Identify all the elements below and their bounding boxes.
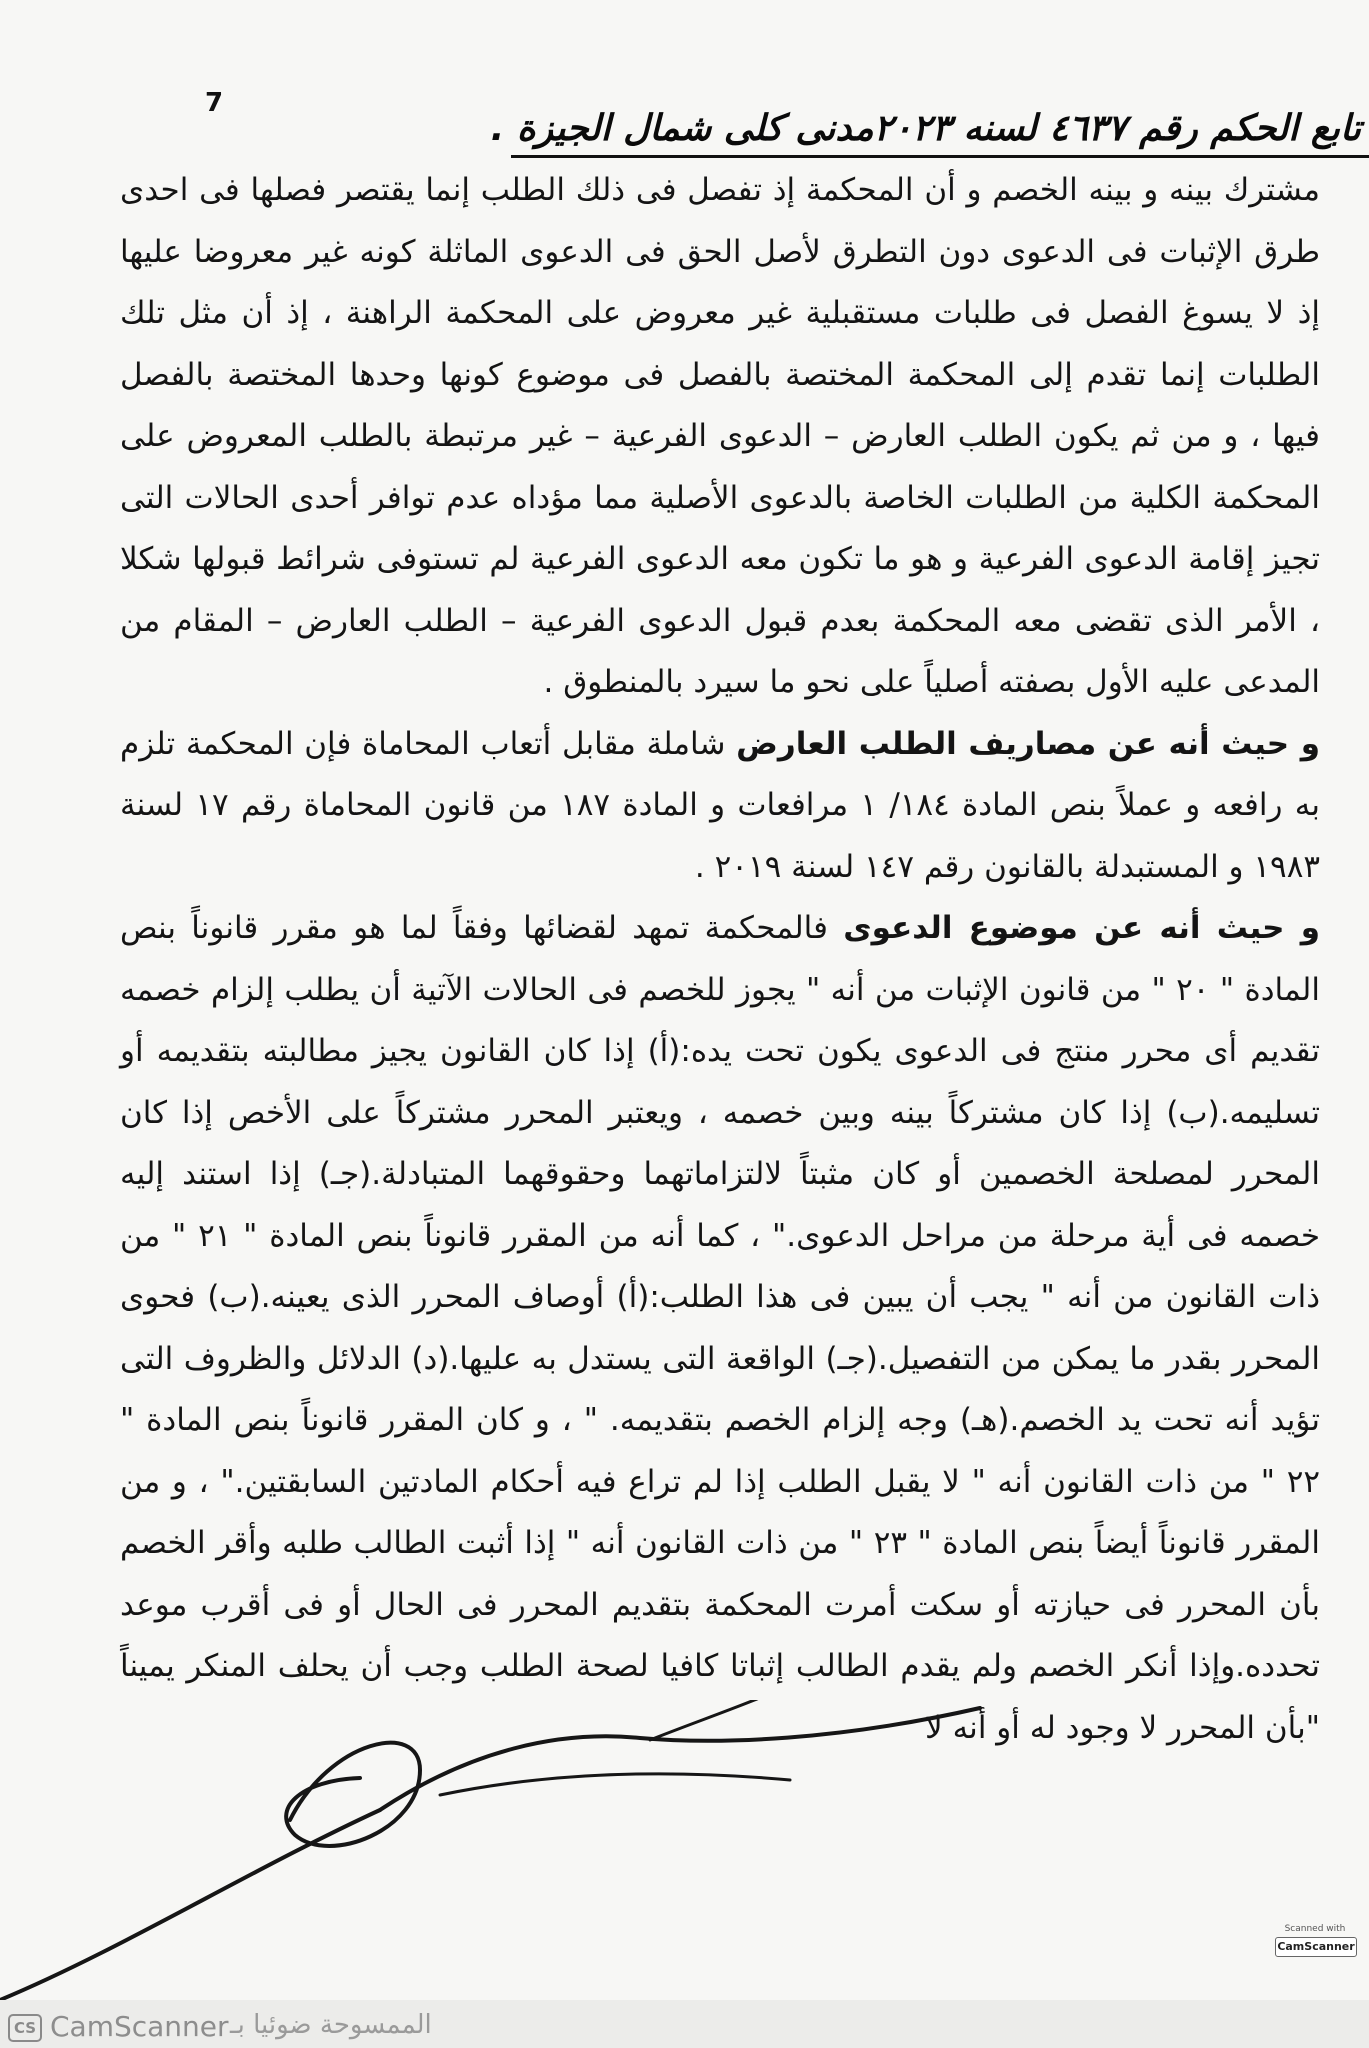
- camscanner-brand: CamScanner: [50, 2010, 229, 2043]
- judgment-body: [120, 160, 1320, 1759]
- paragraph-expenses: [120, 714, 1320, 899]
- paragraph-subject: [120, 898, 1320, 1759]
- expenses-text: شاملة مقابل أتعاب المحاماة فإن المحكمة تلزم به رافعه و عملاً بنص المادة ١٨٤/ ١ مرافعات و المادة ١٨٧ من قانون المحاماة رقم ١٧ لسنة ١٩٨٣ و المستبدلة بالقانون رقم ١٤٧ لسنة ٢٠١٩ .: [120, 725, 1320, 885]
- subject-heading: و حيث أنه عن موضوع الدعوى: [843, 910, 1321, 946]
- badge-top-text: Scanned with: [1284, 1924, 1346, 1934]
- subject-text: فالمحكمة تمهد لقضائها وفقاً لما هو مقرر قانوناً بنص المادة " ٢٠ " من قانون الإثبات من أنه " يجوز للخصم فى الحالات الآتية أن يطلب إلزام خصمه تقديم أى محرر منتج فى الدعوى يكون تحت يده:(أ) إذا كان القانون يجيز مطالبته بتقديمه أو تسليمه.(ب) إذا كان مشتركاً بينه وبين خصمه ، ويعتبر المحرر مشتركاً على الأخص إذا كان المحرر لمصلحة الخصمين أو كان مثبتاً لالتزاماتهما وحقوقهما المتبادلة.(جـ) إذا استند إليه خصمه فى أية مرحلة من مراحل الدعوى." ، كما أنه من المقرر قانوناً بنص المادة " ٢١ " من ذات القانون من أنه " يجب أن يبين فى هذا الطلب:(أ) أوصاف المحرر الذى يعينه.(ب) فحوى المحرر بقدر ما يمكن من التفصيل.(جـ) الواقعة التى يستدل به عليها.(د) الدلائل والظروف التى تؤيد أنه تحت يد الخصم.(هـ) وجه إلزام الخصم بتقديمه. " ، و كان المقرر قانوناً بنص المادة " ٢٢ " من ذات القانون أنه " لا يقبل الطلب إذا لم تراع فيه أحكام المادتين السابقتين." ، و من المقرر قانوناً أيضاً بنص المادة " ٢٣ " من ذات القانون أنه " إذا أثبت الطالب طلبه وأقر الخصم بأن المحرر فى حيازته أو سكت أمرت المحكمة بتقديم المحرر فى الحال أو فى أقرب موعد تحدده.وإذا أنكر الخصم ولم يقدم الطالب إثباتا كافيا لصحة الطلب وجب أن يحلف المنكر يميناً "بأن المحرر لا وجود له أو أنه لا: [120, 910, 1320, 1746]
- camscanner-logo-icon: CS: [8, 2014, 42, 2042]
- expenses-heading: و حيث أنه عن مصاريف الطلب العارض: [736, 725, 1320, 762]
- badge-bottom-text: CamScanner: [1275, 1937, 1357, 1957]
- camscanner-caption: الممسوحة ضوئيا بـ: [230, 2010, 432, 2040]
- page-number: 7: [205, 88, 224, 118]
- handwritten-signature: [0, 1700, 1369, 2020]
- paragraph-reasoning: مشترك بينه و بينه الخصم و أن المحكمة إذ تفصل فى ذلك الطلب إنما يقتصر فصلها فى احدى طرق الإثبات فى الدعوى دون التطرق لأصل الحق فى الدعوى الماثلة كونه غير معروضا عليها إذ لا يسوغ الفصل فى طلبات مستقبلية غير معروض على المحكمة الراهنة ، إذ أن مثل تلك الطلبات إنما تقدم إلى المحكمة المختصة بالفصل فى موضوع كونها وحدها المختصة بالفصل فيها ، و من ثم يكون الطلب العارض – الدعوى الفرعية – غير مرتبطة بالطلب المعروض على المحكمة الكلية من الطلبات الخاصة بالدعوى الأصلية مما مؤداه عدم توافر أحدى الحالات التى تجيز إقامة الدعوى الفرعية و هو ما تكون معه الدعوى الفرعية لم تستوفى شرائط قبولها شكلا ، الأمر الذى تقضى معه المحكمة بعدم قبول الدعوى الفرعية – الطلب العارض – المقام من المدعى عليه الأول بصفته أصلياً على نحو ما سيرد بالمنطوق .: [120, 172, 1320, 700]
- document-header: تابع الحكم رقم ٤٦٣٧ لسنه ٢٠٢٣مدنى كلى شمال الجيزة .: [511, 108, 1369, 158]
